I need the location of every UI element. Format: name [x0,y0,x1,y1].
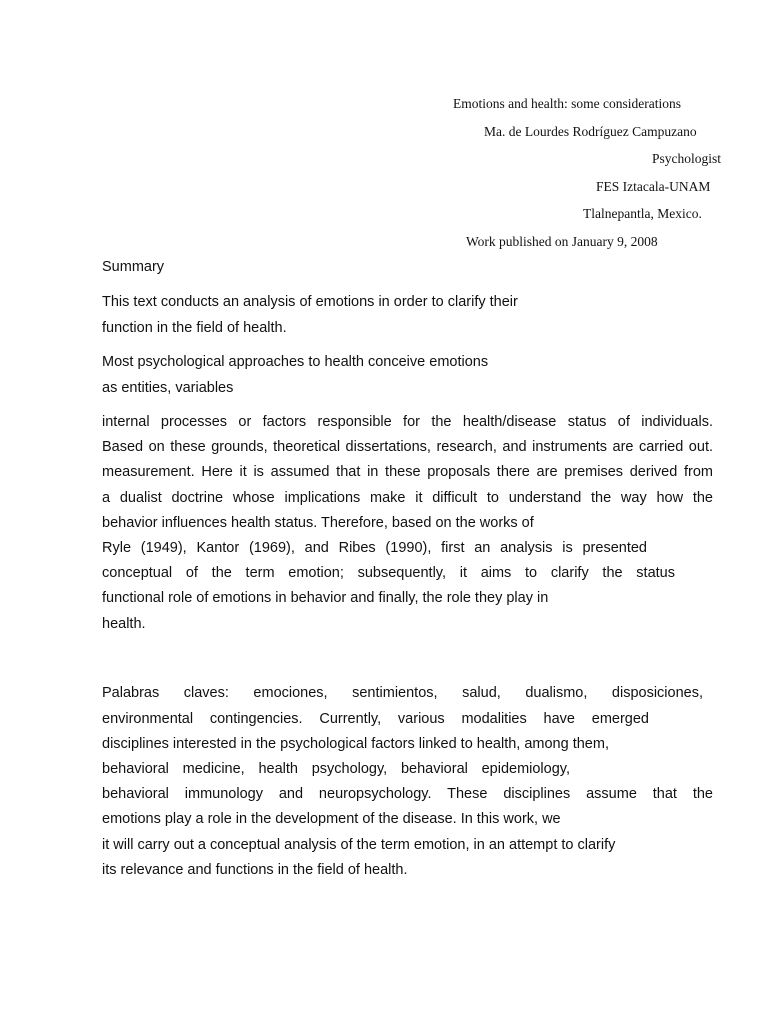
summary-p1-line: This text conducts an analysis of emotions in order to clarify their [102,294,518,310]
paper-title: Emotions and health: some considerations [453,96,681,111]
body-line: environmental contingencies. Currently, various modalities have emerged [102,711,649,727]
location: Tlalnepantla, Mexico. [583,206,702,221]
summary-p3-line: health. [102,616,146,632]
body-line: behavioral medicine, health psychology, behavioral epidemiology, [102,761,570,777]
summary-p3-line: conceptual of the term emotion; subsequently, it aims to clarify the status [102,565,675,581]
summary-p3-line: a dualist doctrine whose implications make it difficult to understand the way how the [102,490,713,506]
body-line: its relevance and functions in the field of health. [102,862,408,878]
body-line: it will carry out a conceptual analysis of the term emotion, in an attempt to clarify [102,837,616,853]
summary-p1-line: function in the field of health. [102,320,287,336]
body-line: disciplines interested in the psychological factors linked to health, among them, [102,736,609,752]
author-name: Ma. de Lourdes Rodríguez Campuzano [484,124,697,139]
summary-p3-line: measurement. Here it is assumed that in these proposals there are premises derived from [102,464,713,480]
institution: FES Iztacala-UNAM [596,179,711,194]
publication-date: Work published on January 9, 2008 [466,234,658,249]
body-line: behavioral immunology and neuropsychology. These disciplines assume that the [102,786,713,802]
summary-p3-line: internal processes or factors responsible for the health/disease status of individuals. [102,414,713,430]
author-role: Psychologist [652,151,722,166]
summary-p3-line: behavior influences health status. Therefore, based on the works of [102,515,534,531]
summary-p2-line: Most psychological approaches to health conceive emotions [102,354,489,370]
summary-heading: Summary [102,259,165,275]
body-line: emotions play a role in the development of the disease. In this work, we [102,811,561,827]
summary-p3-line: Based on these grounds, theoretical dissertations, research, and instruments are carried out. [102,439,713,455]
keywords-line: Palabras claves: emociones, sentimientos, salud, dualismo, disposiciones, [102,685,703,701]
summary-p2-line: as entities, variables [102,380,234,396]
summary-p3-line: Ryle (1949), Kantor (1969), and Ribes (1990), first an analysis is presented [102,540,647,556]
summary-p3-line: functional role of emotions in behavior and finally, the role they play in [102,590,549,606]
